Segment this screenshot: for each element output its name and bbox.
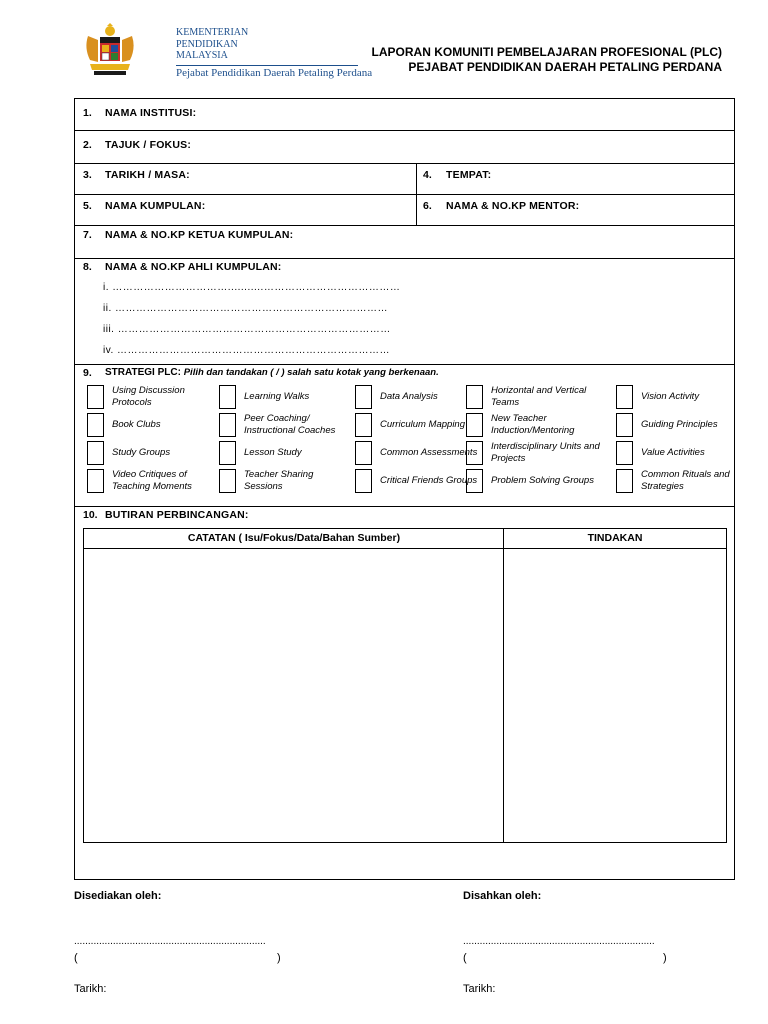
strategy-checkbox[interactable] (219, 413, 236, 437)
strategy-label: Value Activities (641, 447, 705, 458)
field-label: NAMA INSTITUSI: (105, 107, 197, 119)
field-label: NAMA KUMPULAN: (105, 200, 206, 212)
office-name: Pejabat Pendidikan Daerah Petaling Perdana (176, 66, 373, 79)
strategy-option[interactable] (219, 413, 354, 437)
member-line[interactable]: i. ……………………………...........………………………………… (103, 282, 401, 293)
strategy-checkbox[interactable] (87, 385, 104, 409)
ministry-line: MALAYSIA (176, 50, 228, 61)
field-number: 4. (423, 169, 432, 181)
strategy-label: Common Rituals and Strategies (641, 469, 730, 492)
coat-of-arms-icon (82, 22, 138, 78)
column-header-notes: CATATAN ( Isu/Fokus/Data/Bahan Sumber) (84, 529, 504, 549)
strategy-option[interactable] (466, 385, 601, 409)
strategy-option[interactable] (219, 441, 354, 465)
field-number: 5. (83, 200, 92, 212)
strategy-label: Critical Friends Groups (380, 475, 478, 486)
strategy-label: New Teacher Induction/Mentoring (491, 413, 575, 436)
strategy-label: Lesson Study (244, 447, 302, 458)
strategy-option[interactable] (616, 385, 751, 409)
strategy-option[interactable] (219, 385, 354, 409)
approved-by-label: Disahkan oleh: (463, 890, 542, 902)
plc-report-form (74, 98, 735, 880)
field-number: 1. (83, 107, 92, 119)
strategy-checkbox[interactable] (219, 385, 236, 409)
strategy-checkbox[interactable] (466, 469, 483, 493)
field-number: 10. (83, 509, 98, 521)
strategy-option[interactable] (87, 441, 222, 465)
strategy-checkbox[interactable] (355, 385, 372, 409)
strategy-option[interactable] (466, 413, 601, 437)
strategy-checkbox[interactable] (466, 385, 483, 409)
member-line[interactable]: iii. …………………………………………………………………… (103, 324, 391, 335)
field-number: 8. (83, 261, 92, 273)
strategy-label: Vision Activity (641, 391, 700, 402)
strategy-checkbox[interactable] (355, 441, 372, 465)
strategy-option[interactable] (87, 413, 222, 437)
field-row-date-place (75, 164, 734, 195)
approved-by-block (463, 890, 541, 902)
strategy-label: Guiding Principles (641, 419, 718, 430)
strategy-checkbox[interactable] (466, 413, 483, 437)
field-label: TAJUK / FOKUS: (105, 139, 192, 151)
strategy-label: Interdisciplinary Units and Projects (491, 441, 600, 464)
strategy-label: Book Clubs (112, 419, 161, 430)
ministry-line: KEMENTERIAN (176, 27, 249, 38)
strategy-option[interactable] (87, 469, 222, 493)
field-label: NAMA & NO.KP MENTOR: (446, 200, 580, 212)
strategy-option[interactable] (219, 469, 354, 493)
strategy-label: Curriculum Mapping (380, 419, 466, 430)
name-paren-open: ( (463, 952, 467, 964)
strategy-option[interactable] (616, 441, 751, 465)
strategies-heading (105, 367, 439, 378)
strategy-option[interactable] (87, 385, 222, 409)
strategy-checkbox[interactable] (616, 413, 633, 437)
strategy-label: Common Assessments (380, 447, 478, 458)
field-number: 6. (423, 200, 432, 212)
strategy-checkbox[interactable] (616, 385, 633, 409)
strategies-section (75, 365, 734, 507)
strategy-label: Learning Walks (244, 391, 310, 402)
date-label: Tarikh: (74, 983, 107, 995)
strategy-label: Study Groups (112, 447, 171, 458)
strategy-checkbox[interactable] (466, 441, 483, 465)
strategy-label: Problem Solving Groups (491, 475, 594, 486)
signature-line[interactable]: ..................................................................... (74, 936, 266, 947)
ministry-name (176, 27, 372, 79)
ministry-line: PENDIDIKAN (176, 38, 238, 50)
field-number: 9. (83, 367, 92, 379)
field-label: NAMA & NO.KP AHLI KUMPULAN: (105, 261, 282, 273)
divider (416, 164, 417, 194)
divider (176, 65, 358, 66)
field-number: 7. (83, 229, 92, 241)
title-line-1: LAPORAN KOMUNITI PEMBELAJARAN PROFESIONAL (PLC) (371, 45, 722, 59)
strategies-instruction: Pilih dan tandakan ( / ) salah satu kotak yang berkenaan. (183, 367, 439, 378)
notes-area[interactable] (84, 549, 503, 842)
field-label: TEMPAT: (446, 169, 492, 181)
strategy-checkbox[interactable] (87, 413, 104, 437)
strategy-checkbox[interactable] (87, 469, 104, 493)
field-number: 3. (83, 169, 92, 181)
strategy-checkbox[interactable] (616, 469, 633, 493)
strategy-label: Peer Coaching/ Instructional Coaches (244, 413, 336, 436)
column-header-action: TINDAKAN (504, 529, 726, 549)
prepared-by-block (74, 890, 161, 902)
document-title (372, 45, 722, 75)
strategy-checkbox[interactable] (616, 441, 633, 465)
strategy-option[interactable] (466, 441, 601, 465)
field-row-group-mentor (75, 195, 734, 226)
field-topic[interactable] (75, 131, 734, 164)
strategy-option[interactable] (616, 413, 751, 437)
field-group-members (75, 259, 734, 365)
name-paren-close: ) (277, 952, 281, 964)
field-institution[interactable] (75, 99, 734, 131)
field-group-leader[interactable] (75, 226, 734, 259)
strategy-label: Horizontal and Vertical Teams (491, 385, 587, 408)
name-paren-open: ( (74, 952, 78, 964)
member-line[interactable]: ii. …………………………………………………………………… (103, 303, 388, 314)
strategy-label: Teacher Sharing Sessions (244, 469, 314, 492)
name-paren-close: ) (663, 952, 667, 964)
action-area[interactable] (504, 549, 726, 842)
strategy-checkbox[interactable] (219, 441, 236, 465)
date-label: Tarikh: (463, 983, 496, 995)
strategy-label: Data Analysis (380, 391, 438, 402)
field-number: 2. (83, 139, 92, 151)
strategy-checkbox[interactable] (355, 469, 372, 493)
strategy-checkbox[interactable] (355, 413, 372, 437)
strategy-label: Video Critiques of Teaching Moments (112, 469, 192, 492)
member-line[interactable]: iv. …………………………………………………………………… (103, 345, 391, 356)
field-label: BUTIRAN PERBINCANGAN: (105, 509, 249, 521)
strategy-checkbox[interactable] (87, 441, 104, 465)
strategy-label: Using Discussion Protocols (112, 385, 185, 408)
signature-line[interactable]: ..................................................................... (463, 936, 655, 947)
field-label: NAMA & NO.KP KETUA KUMPULAN: (105, 229, 294, 241)
strategy-checkbox[interactable] (219, 469, 236, 493)
strategies-label: STRATEGI PLC: (105, 367, 181, 378)
discussion-table (83, 528, 727, 843)
prepared-by-label: Disediakan oleh: (74, 890, 162, 902)
title-line-2: PEJABAT PENDIDIKAN DAERAH PETALING PERDANA (408, 60, 722, 74)
strategy-option[interactable] (616, 469, 751, 493)
discussion-section (75, 507, 734, 879)
divider (416, 195, 417, 225)
field-label: TARIKH / MASA: (105, 169, 190, 181)
strategy-option[interactable] (466, 469, 601, 493)
